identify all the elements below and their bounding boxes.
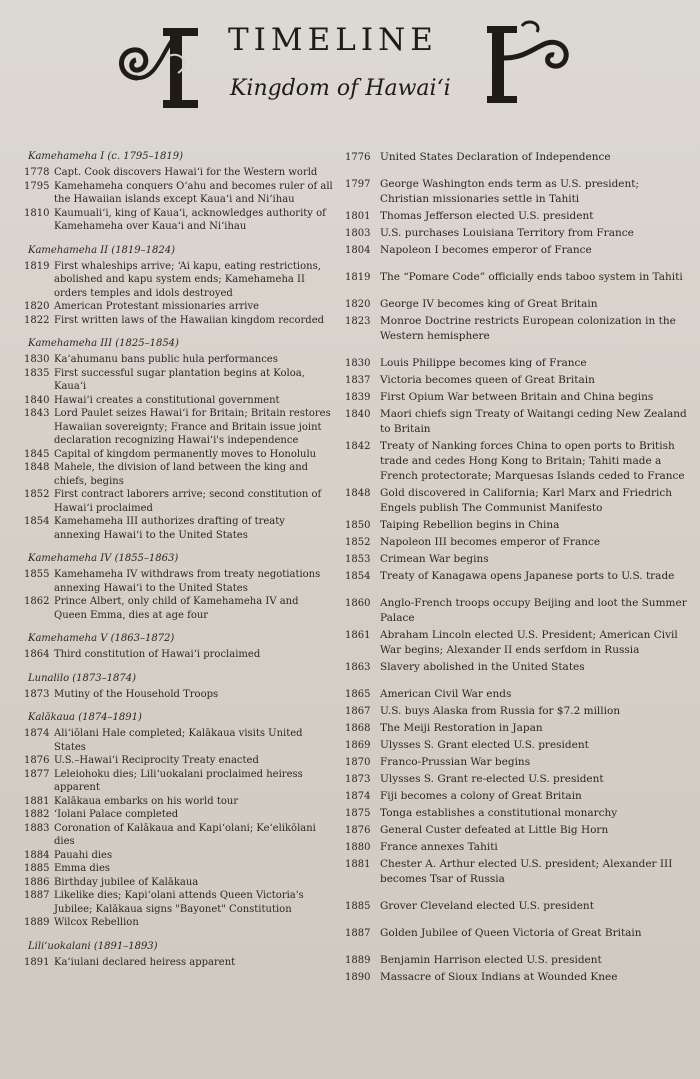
timeline-event xyxy=(24,916,334,930)
event-text: ʻIolani Palace completed xyxy=(54,809,179,820)
event-year: 1854 xyxy=(24,516,50,527)
timeline-event xyxy=(345,926,690,941)
reign-section xyxy=(24,711,334,930)
event-text: Slavery abolished in the United States xyxy=(380,661,585,673)
world-timeline-column xyxy=(345,150,690,997)
reign-section xyxy=(24,552,334,622)
event-year: 1797 xyxy=(345,179,371,190)
event-year: 1867 xyxy=(345,706,371,717)
event-year: 1852 xyxy=(24,489,50,500)
timeline-event xyxy=(24,849,334,863)
reign-section xyxy=(24,672,334,702)
event-text: Kalākaua embarks on his world tour xyxy=(54,795,239,807)
event-text: U.S.–Hawaiʻi Reciprocity Treaty enacted xyxy=(54,755,259,766)
reign-section xyxy=(24,244,334,328)
event-text: Napoleon I becomes emperor of France xyxy=(380,244,592,256)
event-year: 1843 xyxy=(24,408,50,419)
timeline-event xyxy=(24,367,334,394)
event-year: 1803 xyxy=(345,228,371,239)
event-year: 1887 xyxy=(24,890,50,901)
timeline-event xyxy=(24,260,334,301)
timeline-event xyxy=(345,270,690,285)
event-text: First written laws of the Hawaiian kingdom recorded xyxy=(54,314,325,326)
event-year: 1801 xyxy=(345,211,371,222)
event-year: 1830 xyxy=(24,354,50,365)
event-text: Hawaiʻi creates a constitutional government xyxy=(54,394,280,406)
event-year: 1875 xyxy=(345,808,371,819)
event-year: 1860 xyxy=(345,598,371,609)
timeline-event xyxy=(345,755,690,770)
event-text: Golden Jubilee of Queen Victoria of Great Britain xyxy=(380,927,642,939)
event-text: Taiping Rebellion begins in China xyxy=(380,519,560,531)
event-text: Leleiohoku dies; Liliʻuokalani proclaimed heiress apparent xyxy=(54,768,303,793)
timeline-event xyxy=(24,407,334,448)
timeline-event xyxy=(345,407,690,437)
event-year: 1823 xyxy=(345,316,371,327)
reign-section xyxy=(24,337,334,542)
scroll-ornament-icon xyxy=(108,18,208,113)
event-year: 1845 xyxy=(24,448,50,460)
timeline-event xyxy=(345,789,690,804)
timeline-event xyxy=(24,956,334,970)
timeline-event xyxy=(345,486,690,516)
event-text: Treaty of Nanking forces China to open ports to British trade and cedes Hong Kong to Britain; Tahiti made a French protectorate; Marquesas Islands ceded to France xyxy=(380,440,685,482)
event-text: Tonga establishes a constitutional monarchy xyxy=(380,807,618,819)
event-year: 1874 xyxy=(24,728,50,739)
event-text: Anglo-French troops occupy Beijing and loot the Summer Palace xyxy=(380,597,687,624)
timeline-event xyxy=(24,727,334,754)
timeline-event xyxy=(345,518,690,533)
event-year: 1862 xyxy=(24,596,50,607)
event-year: 1855 xyxy=(24,569,50,580)
event-text: George Washington ends term as U.S. president; Christian missionaries settle in Tahiti xyxy=(380,178,640,205)
event-text: The “Pomare Code” officially ends taboo system in Tahiti xyxy=(380,271,683,283)
event-text: France annexes Tahiti xyxy=(380,841,498,853)
event-year: 1835 xyxy=(24,367,50,379)
timeline-event xyxy=(345,970,690,985)
event-year: 1842 xyxy=(345,441,371,452)
event-year: 1804 xyxy=(345,245,371,256)
timeline-event xyxy=(345,840,690,855)
reign-title: Lunalilo (1873–1874) xyxy=(28,672,136,684)
timeline-event xyxy=(345,209,690,224)
event-text: The Meiji Restoration in Japan xyxy=(380,722,543,734)
event-text: Mahele, the division of land between the king and chiefs, begins xyxy=(54,462,309,487)
event-year: 1837 xyxy=(345,375,371,386)
timeline-event xyxy=(345,823,690,838)
timeline-event xyxy=(24,595,334,622)
event-text: Treaty of Kanagawa opens Japanese ports to U.S. trade xyxy=(380,570,675,582)
timeline-event xyxy=(345,857,690,887)
timeline-event xyxy=(24,889,334,916)
event-text: Likelike dies; Kapiʻolani attends Queen Victoria's Jubilee; Kalākaua signs "Bayonet" Constitution xyxy=(54,890,304,915)
timeline-event xyxy=(345,704,690,719)
world-event-group xyxy=(345,177,690,258)
timeline-event xyxy=(24,166,334,180)
event-text: Kamehameha conquers Oʻahu and becomes ruler of all the Hawaiian islands except Kauaʻi and Niʻihau xyxy=(54,180,333,205)
event-text: First contract laborers arrive; second constitution of Hawaiʻi proclaimed xyxy=(54,489,322,514)
timeline-event xyxy=(24,515,334,542)
event-year: 1889 xyxy=(345,955,371,966)
event-year: 1885 xyxy=(24,863,50,874)
timeline-event xyxy=(24,394,334,408)
timeline-event xyxy=(24,754,334,768)
event-year: 1873 xyxy=(345,774,371,785)
event-year: 1882 xyxy=(24,809,50,820)
event-text: Victoria becomes queen of Great Britain xyxy=(380,374,595,386)
event-year: 1887 xyxy=(345,928,371,939)
event-text: Monroe Doctrine restricts European colonization in the Western hemisphere xyxy=(380,315,676,342)
event-text: Third constitution of Hawaiʻi proclaimed xyxy=(54,649,261,660)
event-year: 1876 xyxy=(345,825,371,836)
reign-section xyxy=(24,632,334,662)
timeline-event xyxy=(24,648,334,662)
timeline-event xyxy=(24,876,334,890)
event-year: 1865 xyxy=(345,689,371,700)
timeline-event xyxy=(345,356,690,371)
event-year: 1891 xyxy=(24,956,50,968)
timeline-event xyxy=(24,488,334,515)
timeline-event xyxy=(345,552,690,567)
event-text: Maori chiefs sign Treaty of Waitangi ceding New Zealand to Britain xyxy=(380,408,687,435)
event-text: Crimean War begins xyxy=(380,553,489,565)
event-year: 1852 xyxy=(345,537,371,548)
event-text: Capt. Cook discovers Hawaiʻi for the Western world xyxy=(54,167,318,178)
timeline-event xyxy=(24,353,334,367)
event-text: Franco-Prussian War begins xyxy=(380,756,531,768)
event-text: Kaʻahumanu bans public hula performances xyxy=(54,354,278,365)
event-text: Capital of kingdom permanently moves to Honolulu xyxy=(54,448,317,460)
hawaii-timeline-column xyxy=(24,150,334,979)
event-text: American Protestant missionaries arrive xyxy=(54,301,260,312)
event-text: Pauahi dies xyxy=(54,849,113,861)
event-year: 1776 xyxy=(345,152,371,163)
world-event-group xyxy=(345,297,690,344)
event-text: Prince Albert, only child of Kamehameha IV and Queen Emma, dies at age four xyxy=(54,596,299,621)
event-text: Grover Cleveland elected U.S. president xyxy=(380,900,594,912)
timeline-event xyxy=(24,461,334,488)
event-year: 1863 xyxy=(345,662,371,673)
event-text: Kaumualiʻi, king of Kauaʻi, acknowledges authority of Kamehameha over Kauaʻi and Niʻihau xyxy=(54,207,326,232)
timeline-event xyxy=(345,297,690,312)
event-year: 1810 xyxy=(24,207,50,219)
world-event-group xyxy=(345,953,690,985)
event-year: 1861 xyxy=(345,630,371,641)
event-year: 1886 xyxy=(24,876,50,888)
event-year: 1848 xyxy=(24,462,50,473)
event-year: 1869 xyxy=(345,740,371,751)
timeline-event xyxy=(345,953,690,968)
event-year: 1853 xyxy=(345,554,371,565)
reign-title: Liliʻuokalani (1891–1893) xyxy=(28,940,158,952)
world-event-group xyxy=(345,596,690,675)
event-year: 1873 xyxy=(24,688,50,700)
event-text: Thomas Jefferson elected U.S. president xyxy=(380,210,594,222)
event-year: 1870 xyxy=(345,757,371,768)
timeline-event xyxy=(345,569,690,584)
world-event-group xyxy=(345,356,690,584)
reign-title: Kamehameha IV (1855–1863) xyxy=(28,553,179,564)
timeline-event xyxy=(24,568,334,595)
event-text: Birthday jubilee of Kalākaua xyxy=(54,876,199,888)
event-year: 1868 xyxy=(345,723,371,734)
event-text: Chester A. Arthur elected U.S. president; Alexander III becomes Tsar of Russia xyxy=(380,858,673,885)
reign-title: Kamehameha I (c. 1795–1819) xyxy=(28,151,184,162)
event-text: First Opium War between Britain and China begins xyxy=(380,391,654,403)
event-text: Kamehameha IV withdraws from treaty negotiations annexing Hawaiʻi to the United States xyxy=(54,569,321,594)
page-title: TIMELINE xyxy=(228,22,438,58)
timeline-event xyxy=(345,226,690,241)
event-year: 1820 xyxy=(24,301,50,312)
event-year: 1890 xyxy=(345,972,371,983)
timeline-event xyxy=(24,808,334,822)
event-year: 1840 xyxy=(24,394,50,406)
timeline-event xyxy=(24,300,334,314)
event-year: 1850 xyxy=(345,520,371,531)
event-text: Massacre of Sioux Indians at Wounded Knee xyxy=(380,971,618,983)
event-text: Kamehameha III authorizes drafting of treaty annexing Hawaiʻi to the United States xyxy=(54,516,285,541)
event-year: 1822 xyxy=(24,314,50,326)
event-text: Napoleon III becomes emperor of France xyxy=(380,536,601,548)
timeline-event xyxy=(24,862,334,876)
world-event-group xyxy=(345,270,690,285)
event-text: George IV becomes king of Great Britain xyxy=(380,298,598,310)
event-text: Louis Philippe becomes king of France xyxy=(380,357,587,369)
timeline-event xyxy=(345,373,690,388)
event-year: 1885 xyxy=(345,901,371,912)
timeline-event xyxy=(24,180,334,207)
timeline-event xyxy=(345,772,690,787)
event-year: 1883 xyxy=(24,822,50,834)
event-text: Ulysses S. Grant re-elected U.S. president xyxy=(380,773,604,785)
reign-title: Kamehameha III (1825–1854) xyxy=(28,338,179,349)
event-year: 1877 xyxy=(24,768,50,780)
event-text: Fiji becomes a colony of Great Britain xyxy=(380,790,582,802)
event-text: First successful sugar plantation begins at Koloa, Kauaʻi xyxy=(54,367,305,392)
timeline-event xyxy=(24,822,334,849)
event-year: 1889 xyxy=(24,917,50,928)
event-text: U.S. purchases Louisiana Territory from France xyxy=(380,227,634,239)
timeline-event xyxy=(24,795,334,809)
scroll-ornament-icon xyxy=(482,18,582,113)
world-event-group xyxy=(345,150,690,165)
timeline-event xyxy=(345,687,690,702)
event-year: 1881 xyxy=(345,859,371,870)
header xyxy=(0,0,700,125)
timeline-event xyxy=(345,628,690,658)
timeline-event xyxy=(345,899,690,914)
event-year: 1778 xyxy=(24,167,50,178)
event-text: Coronation of Kalākaua and Kapiʻolani; Keʻelikōlani dies xyxy=(54,822,316,847)
timeline-event xyxy=(345,243,690,258)
reign-section xyxy=(24,940,334,970)
event-year: 1820 xyxy=(345,299,371,310)
timeline-event xyxy=(345,535,690,550)
event-year: 1839 xyxy=(345,392,371,403)
timeline-event xyxy=(345,390,690,405)
timeline-event xyxy=(345,177,690,207)
event-year: 1830 xyxy=(345,358,371,369)
event-text: Ulysses S. Grant elected U.S. president xyxy=(380,739,589,751)
event-text: Wilcox Rebellion xyxy=(54,917,139,928)
reign-title: Kalākaua (1874–1891) xyxy=(28,712,142,723)
event-text: Mutiny of the Household Troops xyxy=(54,688,219,700)
timeline-event xyxy=(345,439,690,484)
world-event-group xyxy=(345,687,690,887)
event-year: 1874 xyxy=(345,791,371,802)
reign-title: Kamehameha V (1863–1872) xyxy=(28,633,175,644)
reign-section xyxy=(24,150,334,234)
event-year: 1881 xyxy=(24,795,50,807)
timeline-event xyxy=(24,688,334,702)
event-year: 1848 xyxy=(345,488,371,499)
event-text: First whaleships arrive; ʻAi kapu, eating restrictions, abolished and kapu system ends; Kamehameha II orders temples and idols destroyed xyxy=(54,260,321,299)
event-text: Benjamin Harrison elected U.S. president xyxy=(380,954,602,966)
event-year: 1819 xyxy=(24,260,50,272)
event-text: Abraham Lincoln elected U.S. President; American Civil War begins; Alexander II ends serfdom in Russia xyxy=(380,629,678,656)
timeline-event xyxy=(345,314,690,344)
timeline-event xyxy=(24,207,334,234)
event-text: U.S. buys Alaska from Russia for $7.2 million xyxy=(380,705,621,717)
timeline-event xyxy=(345,738,690,753)
event-year: 1880 xyxy=(345,842,371,853)
event-year: 1876 xyxy=(24,755,50,766)
timeline-event xyxy=(345,660,690,675)
event-year: 1840 xyxy=(345,409,371,420)
world-event-group xyxy=(345,926,690,941)
event-year: 1819 xyxy=(345,272,371,283)
timeline-event xyxy=(24,768,334,795)
timeline-event xyxy=(24,448,334,462)
timeline-event xyxy=(345,721,690,736)
event-text: Aliʻiōlani Hale completed; Kalākaua visits United States xyxy=(54,728,303,753)
event-text: Lord Paulet seizes Hawaiʻi for Britain; Britain restores Hawaiian sovereignty; France and Britain issue joint declaration recognizing Hawaiʻi's independence xyxy=(54,408,331,446)
event-text: Emma dies xyxy=(54,863,111,874)
reign-title: Kamehameha II (1819–1824) xyxy=(28,244,175,256)
event-year: 1864 xyxy=(24,649,50,660)
event-year: 1854 xyxy=(345,571,371,582)
event-text: American Civil War ends xyxy=(380,688,512,700)
event-text: United States Declaration of Independence xyxy=(380,151,611,163)
event-year: 1884 xyxy=(24,849,50,861)
event-text: Gold discovered in California; Karl Marx and Friedrich Engels publish The Communist Manifesto xyxy=(380,487,672,514)
page-subtitle: Kingdom of Hawaiʻi xyxy=(230,76,451,101)
timeline-event xyxy=(345,596,690,626)
event-year: 1795 xyxy=(24,180,50,192)
timeline-event xyxy=(345,150,690,165)
event-text: Kaʻiulani declared heiress apparent xyxy=(54,956,236,968)
world-event-group xyxy=(345,899,690,914)
timeline-event xyxy=(24,314,334,328)
timeline-event xyxy=(345,806,690,821)
event-text: General Custer defeated at Little Big Horn xyxy=(380,824,609,836)
